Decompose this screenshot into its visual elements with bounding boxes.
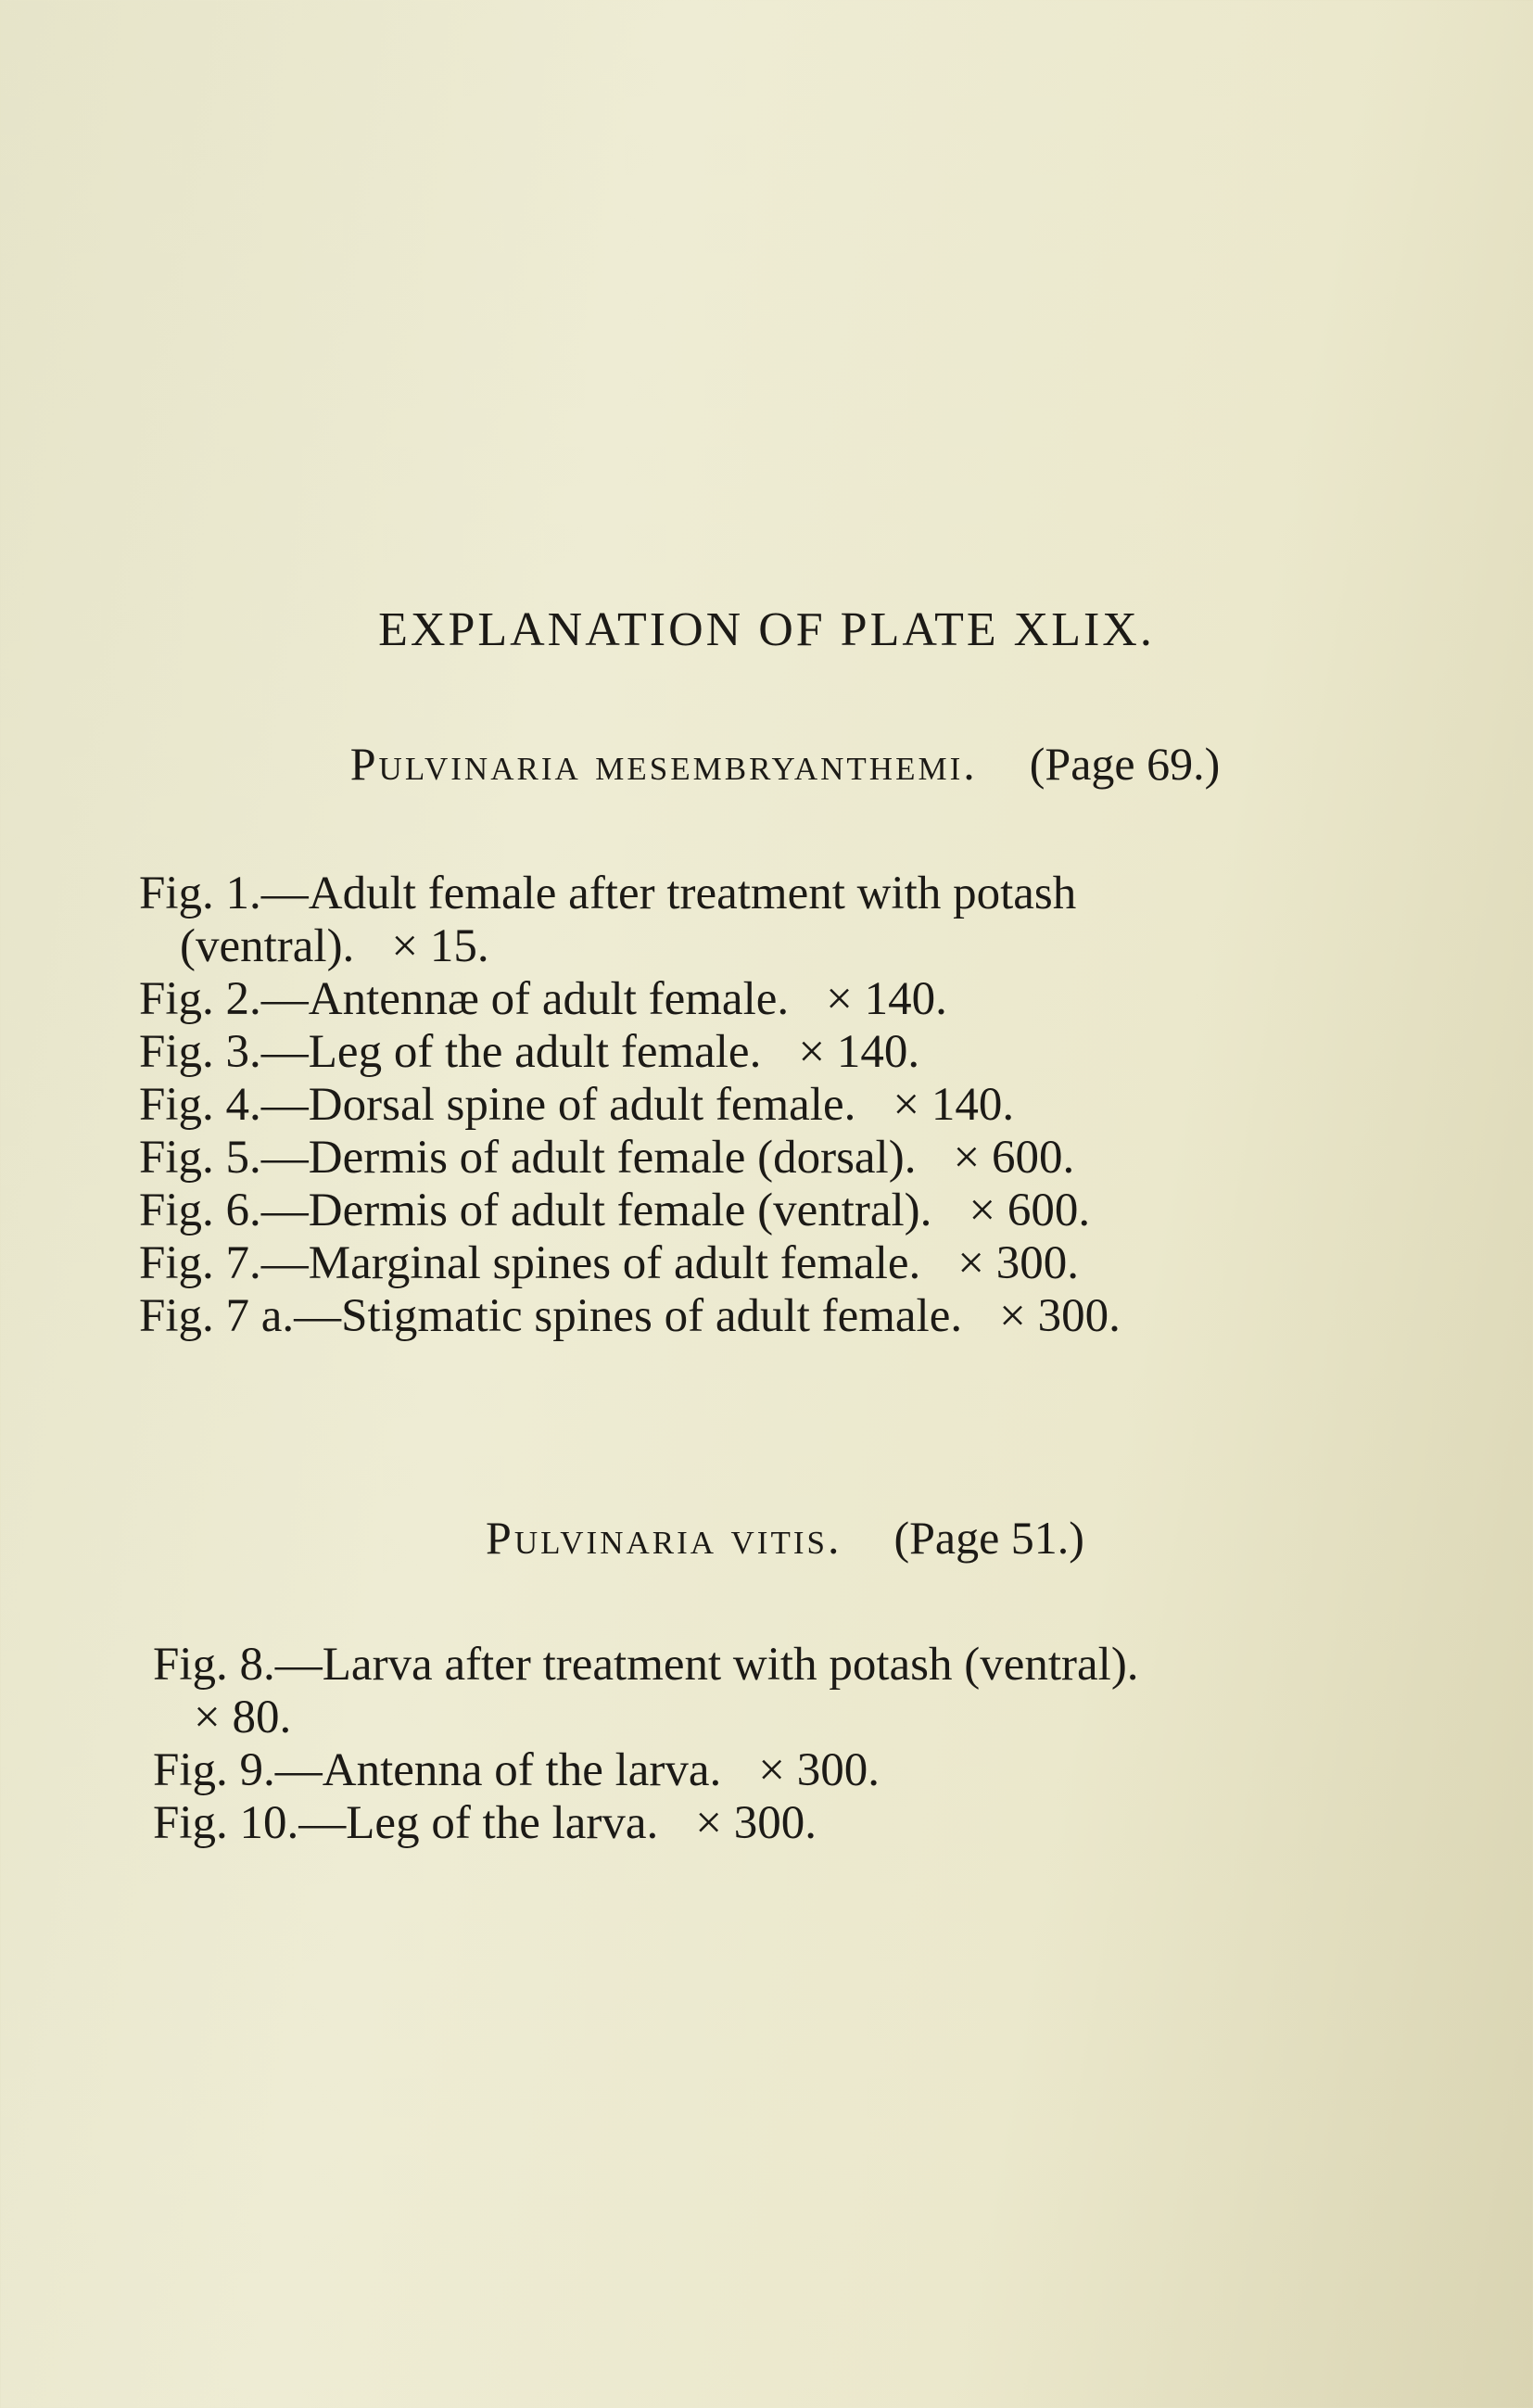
figure-entry-6 — [139, 1185, 1362, 1237]
magnification: × 300. — [957, 1237, 1080, 1289]
section-heading-mesembryanthemi — [19, 737, 1533, 791]
species-name: Pulvinaria mesembryanthemi. — [349, 738, 978, 790]
figure-entry-8-continued — [153, 1692, 1376, 1744]
magnification: × 600. — [969, 1185, 1091, 1236]
magnification: × 600. — [953, 1132, 1075, 1184]
page-reference: (Page 51.) — [893, 1512, 1084, 1564]
magnification: × 140. — [826, 973, 947, 1025]
magnification: × 140. — [798, 1026, 920, 1078]
figure-description: Fig. 3.—Leg of the adult female. — [139, 1026, 762, 1078]
figure-description: Fig. 5.—Dermis of adult female (dorsal). — [139, 1132, 917, 1184]
page-reference: (Page 69.) — [1029, 738, 1221, 790]
figure-description: Fig. 1.—Adult female after treatment with potash — [139, 868, 1077, 919]
section-heading-vitis — [19, 1511, 1533, 1565]
figure-description: Fig. 2.—Antennæ of adult female. — [139, 973, 790, 1025]
magnification: × 15. — [391, 920, 489, 972]
figure-description: Fig. 7.—Marginal spines of adult female. — [139, 1237, 921, 1289]
magnification: × 300. — [999, 1290, 1121, 1342]
figure-description: Fig. 10.—Leg of the larva. — [153, 1797, 659, 1849]
figure-description: Fig. 7 a.—Stigmatic spines of adult female. — [139, 1290, 963, 1342]
figure-description: Fig. 8.—Larva after treatment with potash (ventral). — [153, 1639, 1139, 1691]
figure-entry-2 — [139, 973, 1362, 1026]
figure-entry-7 — [139, 1237, 1362, 1290]
figure-description: Fig. 9.—Antenna of the larva. — [153, 1744, 722, 1796]
figure-list-vitis — [153, 1639, 1376, 1850]
plate-title: EXPLANATION OF PLATE XLIX. — [378, 603, 1155, 656]
magnification: × 300. — [758, 1744, 881, 1796]
figure-entry-3 — [139, 1026, 1362, 1079]
magnification: × 140. — [893, 1079, 1015, 1131]
magnification: × 80. — [194, 1692, 292, 1743]
figure-entry-9 — [153, 1744, 1376, 1797]
figure-description: Fig. 6.—Dermis of adult female (ventral). — [139, 1185, 932, 1236]
figure-entry-1 — [139, 868, 1362, 920]
figure-entry-1-continued — [139, 920, 1362, 973]
figure-entry-10 — [153, 1797, 1376, 1850]
species-name: Pulvinaria vitis. — [486, 1512, 843, 1564]
figure-entry-5 — [139, 1132, 1362, 1185]
figure-entry-4 — [139, 1079, 1362, 1132]
figure-list-mesembryanthemi — [139, 868, 1362, 1343]
figure-entry-7a — [139, 1290, 1362, 1343]
figure-description-continued: (ventral). — [180, 920, 355, 972]
figure-entry-8 — [153, 1639, 1376, 1692]
magnification: × 300. — [695, 1797, 817, 1849]
figure-description: Fig. 4.—Dorsal spine of adult female. — [139, 1079, 856, 1131]
